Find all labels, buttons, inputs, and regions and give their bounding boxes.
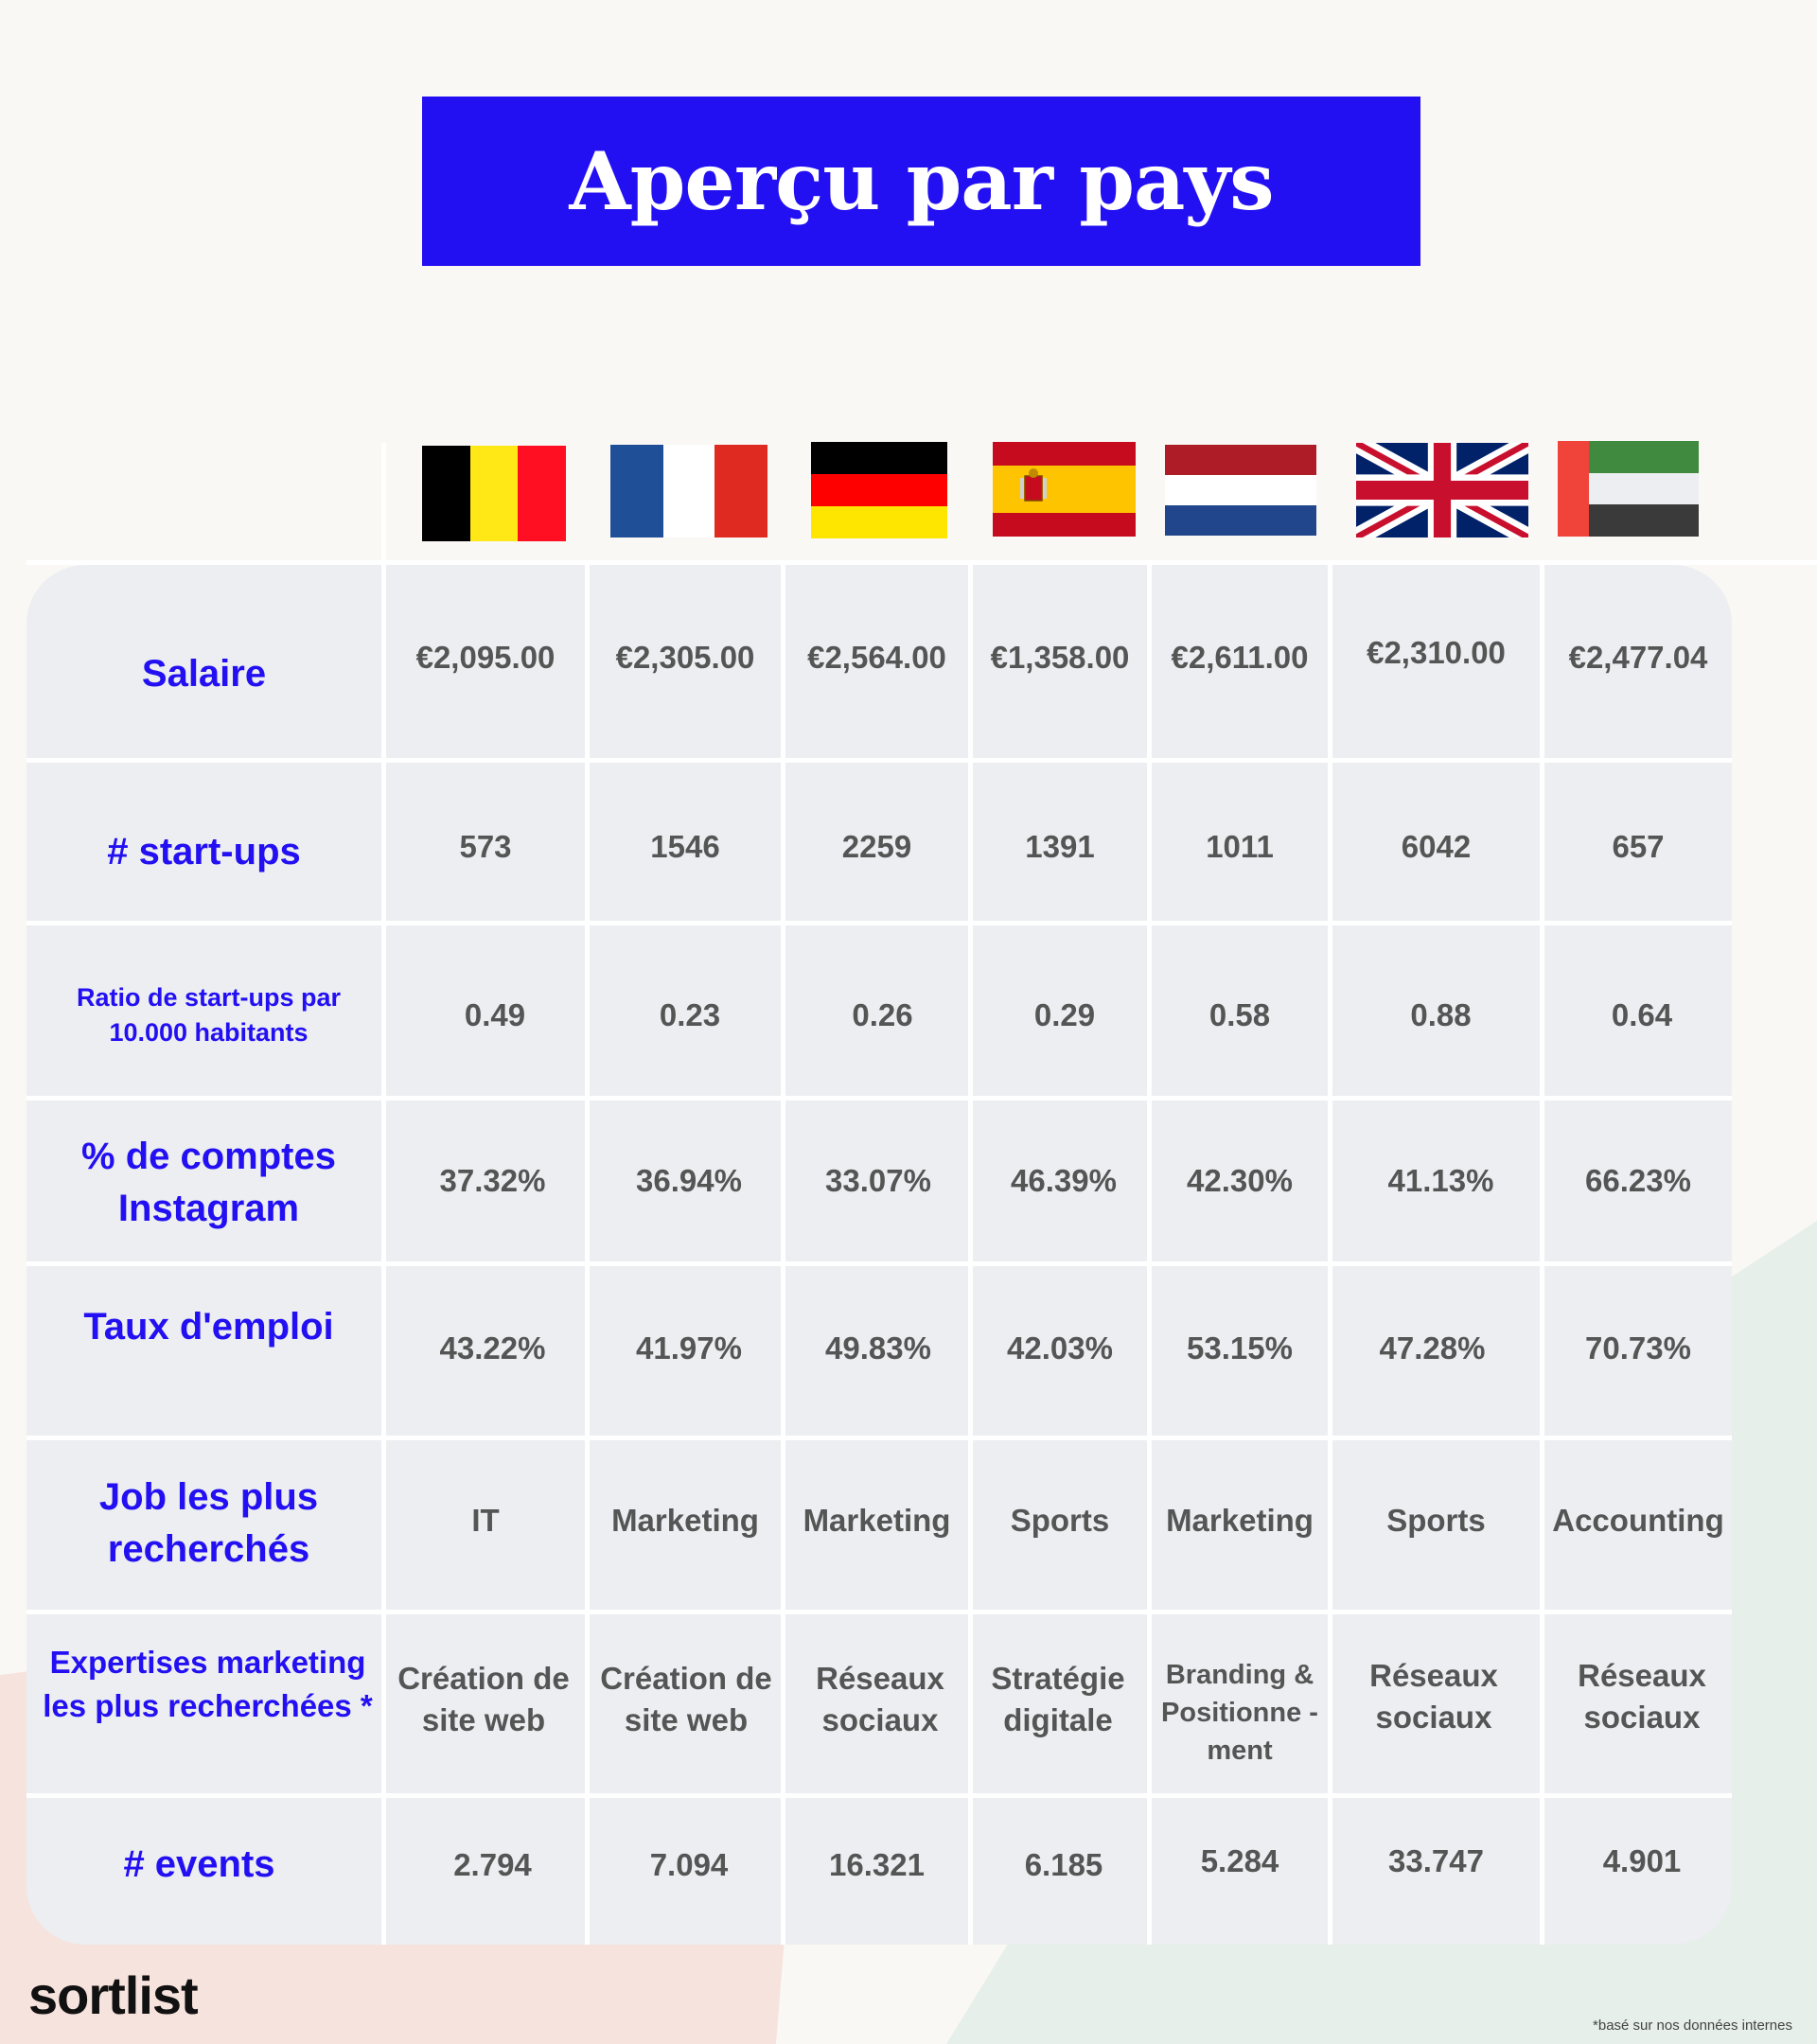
row-label-ratio: Ratio de start-ups par 10.000 habitants	[76, 982, 342, 1047]
row-divider	[26, 1096, 1732, 1101]
cell-job-spain: Sports	[1010, 1503, 1110, 1538]
cell-emploi-france: 41.97%	[636, 1330, 742, 1366]
cell-ratio-france: 0.23	[659, 997, 721, 1032]
cell-emploi-belgium: 43.22%	[439, 1330, 546, 1366]
row-divider	[26, 560, 1817, 565]
spain-flag-icon	[993, 442, 1136, 537]
column-divider	[1540, 565, 1544, 1945]
row-label-instagram: % de comptes Instagram	[81, 1136, 336, 1229]
cell-events-belgium: 2.794	[453, 1847, 532, 1882]
cell-salaire-belgium: €2,095.00	[415, 640, 556, 675]
row-label-expertises: Expertises marketing les plus recherchées *	[43, 1645, 373, 1723]
uae-flag-icon	[1558, 441, 1699, 537]
column-divider	[1328, 565, 1332, 1945]
row-divider	[26, 1793, 1732, 1798]
cell-ratio-uae: 0.64	[1611, 997, 1673, 1032]
cell-events-spain: 6.185	[1024, 1847, 1103, 1882]
cell-ratio-germany: 0.26	[852, 997, 913, 1032]
cell-job-france: Marketing	[611, 1503, 759, 1538]
cell-job-uk: Sports	[1386, 1503, 1486, 1538]
cell-salaire-germany: €2,564.00	[807, 640, 946, 675]
cell-instagram-germany: 33.07%	[825, 1163, 931, 1198]
cell-job-germany: Marketing	[803, 1503, 951, 1538]
cell-instagram-spain: 46.39%	[1011, 1163, 1117, 1198]
cell-startups-netherlands: 1011	[1206, 829, 1274, 864]
cell-job-belgium: IT	[471, 1503, 500, 1538]
cell-salaire-uk: €2,310.00	[1367, 635, 1506, 670]
row-label-salaire: Salaire	[141, 652, 267, 695]
cell-startups-germany: 2259	[841, 829, 912, 864]
cell-events-france: 7.094	[649, 1847, 729, 1882]
cell-emploi-germany: 49.83%	[825, 1330, 931, 1366]
cell-ratio-netherlands: 0.58	[1208, 997, 1271, 1032]
cell-instagram-uk: 41.13%	[1387, 1163, 1494, 1198]
cell-events-germany: 16.321	[829, 1847, 925, 1882]
cell-expertise-belgium: Création de site web	[397, 1661, 570, 1737]
row-divider	[26, 1436, 1732, 1440]
cell-salaire-netherlands: €2,611.00	[1171, 640, 1309, 675]
row-label-taux-emploi: Taux d'emploi	[83, 1306, 334, 1348]
cell-expertise-france: Création de site web	[600, 1661, 772, 1737]
row-label-events: # events	[123, 1842, 275, 1885]
cell-instagram-netherlands: 42.30%	[1187, 1163, 1293, 1198]
cell-startups-uk: 6042	[1401, 829, 1472, 864]
cell-events-netherlands: 5.284	[1200, 1843, 1279, 1878]
row-divider	[26, 758, 1732, 763]
cell-expertise-spain: Stratégie digitale	[991, 1661, 1125, 1737]
cell-startups-spain: 1391	[1025, 829, 1095, 864]
germany-flag-icon	[811, 442, 947, 538]
footnote: *basé sur nos données internes	[1593, 2018, 1792, 2034]
united-kingdom-flag-icon	[1356, 443, 1528, 537]
cell-expertise-netherlands: Branding & Positionne -ment	[1161, 1660, 1318, 1766]
row-divider	[26, 1261, 1732, 1266]
cell-emploi-spain: 42.03%	[1007, 1330, 1113, 1366]
row-divider	[26, 1610, 1732, 1614]
cell-startups-france: 1546	[650, 829, 720, 864]
cell-startups-uae: 657	[1612, 829, 1665, 864]
page-title-banner	[422, 97, 1420, 266]
row-label-start-ups: # start-ups	[107, 830, 301, 872]
cell-expertise-uae: Réseaux sociaux	[1578, 1658, 1706, 1735]
cell-job-netherlands: Marketing	[1166, 1503, 1314, 1538]
cell-emploi-uk: 47.28%	[1379, 1330, 1486, 1366]
cell-expertise-uk: Réseaux sociaux	[1369, 1658, 1498, 1735]
cell-ratio-uk: 0.88	[1410, 997, 1472, 1032]
row-divider	[26, 921, 1732, 925]
netherlands-flag-icon	[1165, 445, 1316, 536]
france-flag-icon	[610, 445, 767, 537]
column-divider	[781, 565, 785, 1945]
cell-salaire-uae: €2,477.04	[1568, 640, 1708, 675]
cell-emploi-uae: 70.73%	[1585, 1330, 1691, 1366]
cell-salaire-spain: €1,358.00	[990, 640, 1130, 675]
cell-instagram-france: 36.94%	[636, 1163, 742, 1198]
cell-events-uk: 33.747	[1388, 1843, 1484, 1878]
cell-salaire-france: €2,305.00	[615, 640, 755, 675]
column-divider	[1147, 565, 1152, 1945]
column-divider	[585, 565, 590, 1945]
cell-ratio-spain: 0.29	[1033, 997, 1096, 1032]
sortlist-logo: sortlist	[28, 1965, 198, 2025]
cell-events-uae: 4.901	[1602, 1843, 1682, 1878]
row-label-job: Job les plus recherchés	[98, 1476, 319, 1570]
belgium-flag-icon	[422, 446, 566, 541]
cell-startups-belgium: 573	[459, 829, 512, 864]
page-title: Aperçu par pays	[569, 134, 1274, 228]
cell-ratio-belgium: 0.49	[464, 997, 526, 1032]
cell-expertise-germany: Réseaux sociaux	[816, 1661, 944, 1737]
cell-instagram-belgium: 37.32%	[439, 1163, 546, 1198]
cell-emploi-netherlands: 53.15%	[1187, 1330, 1293, 1366]
cell-job-uae: Accounting	[1552, 1503, 1724, 1538]
cell-instagram-uae: 66.23%	[1585, 1163, 1691, 1198]
